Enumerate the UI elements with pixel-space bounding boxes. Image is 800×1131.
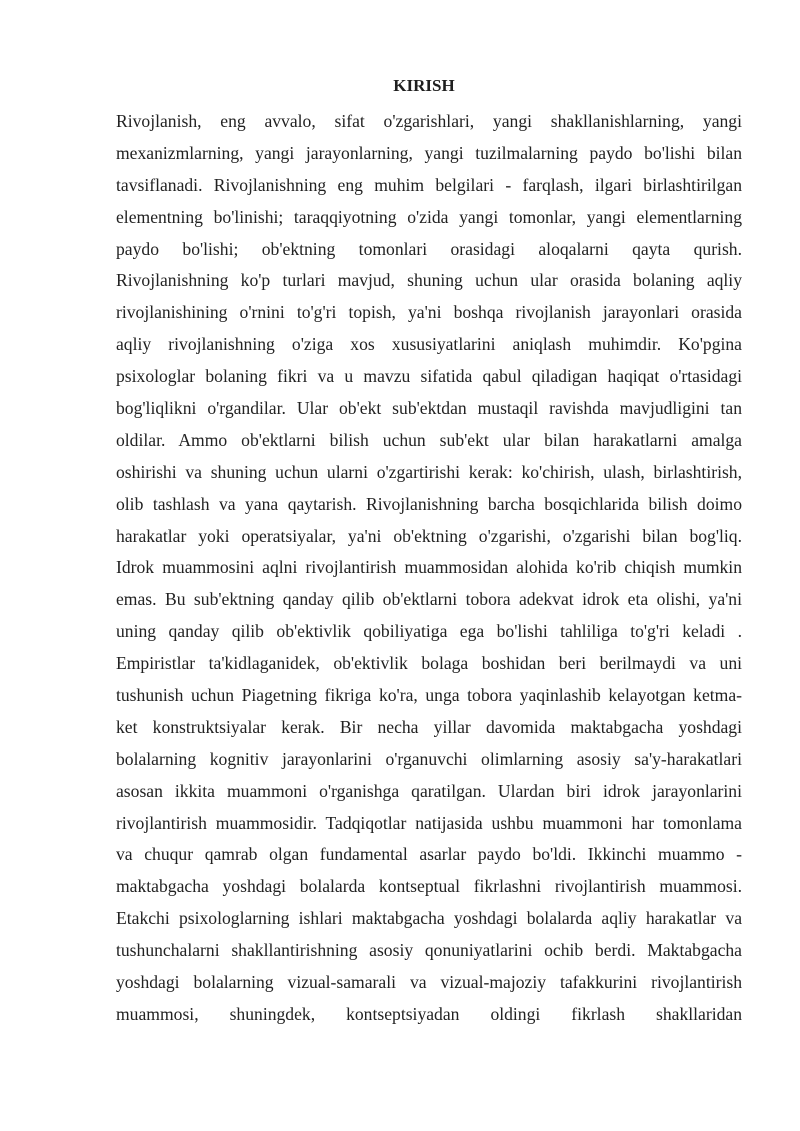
text-line: psixologlar bolaning fikri va u mavzu sifatida qabul qiladigan haqiqat o'rtasidagi (116, 366, 742, 387)
text-line: Idrok muammosini aqlni rivojlantirish muammosidan alohida ko'rib chiqish mumkin (116, 557, 742, 578)
text-line: muammosi, shuningdek, kontseptsiyadan oldingi fikrlash shakllaridan (116, 1003, 742, 1024)
text-line: tushunish uchun Piagetning fikriga ko'ra, unga tobora yaqinlashib kelayotgan ketma- (116, 685, 742, 706)
text-line: asosan ikkita muammoni o'rganishga qaratilgan. Ulardan biri idrok jarayonlarini (116, 780, 742, 801)
text-line: tushunchalarni shakllantirishning asosiy qonuniyatlarini ochib berdi. Maktabgacha (116, 940, 742, 961)
text-line: oldilar. Ammo ob'ektlarni bilish uchun sub'ekt ular bilan harakatlarni amalga (116, 429, 742, 450)
text-line: Empiristlar ta'kidlaganidek, ob'ektivlik bolaga boshidan beri berilmaydi va uni (116, 653, 742, 674)
text-line: ket konstruktsiyalar kerak. Bir necha yillar davomida maktabgacha yoshdagi (116, 716, 742, 737)
text-line: va chuqur qamrab olgan fundamental asarlar paydo bo'ldi. Ikkinchi muammo - (116, 844, 742, 865)
text-line: Etakchi psixologlarning ishlari maktabgacha yoshdagi bolalarda aqliy harakatlar va (116, 908, 742, 929)
text-line: uning qanday qilib ob'ektivlik qobiliyatiga ega bo'lishi tahliliga to'g'ri keladi . (116, 621, 742, 642)
text-line: paydo bo'lishi; ob'ektning tomonlari orasidagi aloqalarni qayta qurish. (116, 238, 742, 259)
text-line: rivojlanishining o'rnini to'g'ri topish, ya'ni boshqa rivojlanish jarayonlari orasida (116, 302, 742, 323)
text-line: emas. Bu sub'ektning qanday qilib ob'ektlarni tobora adekvat idrok eta olishi, ya'ni (116, 589, 742, 610)
text-line: bolalarning kognitiv jarayonlarini o'rganuvchi olimlarning asosiy sa'y-harakatlari (116, 748, 742, 769)
text-line: Rivojlanishning ko'p turlari mavjud, shuning uchun ular orasida bolaning aqliy (116, 270, 742, 291)
text-line: elementning bo'linishi; taraqqiyotning o'zida yangi tomonlar, yangi elementlarning (116, 206, 742, 227)
text-line: mexanizmlarning, yangi jarayonlarning, yangi tuzilmalarning paydo bo'lishi bilan (116, 142, 742, 163)
text-line: tavsiflanadi. Rivojlanishning eng muhim belgilari - farqlash, ilgari birlashtirilgan (116, 174, 742, 195)
body-paragraph (116, 106, 742, 1031)
text-line: bog'liqlikni o'rgandilar. Ular ob'ekt sub'ektdan mustaqil ravishda mavjudligini tan (116, 398, 742, 419)
text-line: rivojlantirish muammosidir. Tadqiqotlar natijasida ushbu muammoni har tomonlama (116, 812, 742, 833)
text-line: Rivojlanish, eng avvalo, sifat o'zgarishlari, yangi shakllanishlarning, yangi (116, 111, 742, 131)
text-line: oshirishi va shuning uchun ularni o'zgartirishi kerak: ko'chirish, ulash, birlashtirish, (116, 461, 742, 482)
text-line: olib tashlash va yana qaytarish. Rivojlanishning barcha bosqichlarida bilish doimo (116, 493, 742, 514)
page-title: KIRISH (393, 76, 455, 95)
text-line: harakatlar yoki operatsiyalar, ya'ni ob'ektning o'zgarishi, o'zgarishi bilan bog'liq. (116, 525, 742, 546)
text-line: maktabgacha yoshdagi bolalarda kontseptual fikrlashni rivojlantirish muammosi. (116, 876, 742, 897)
text-line: yoshdagi bolalarning vizual-samarali va vizual-majoziy tafakkurini rivojlantirish (116, 972, 742, 993)
text-line: aqliy rivojlanishning o'ziga xos xususiyatlarini aniqlash muhimdir. Ko'pgina (116, 334, 742, 355)
